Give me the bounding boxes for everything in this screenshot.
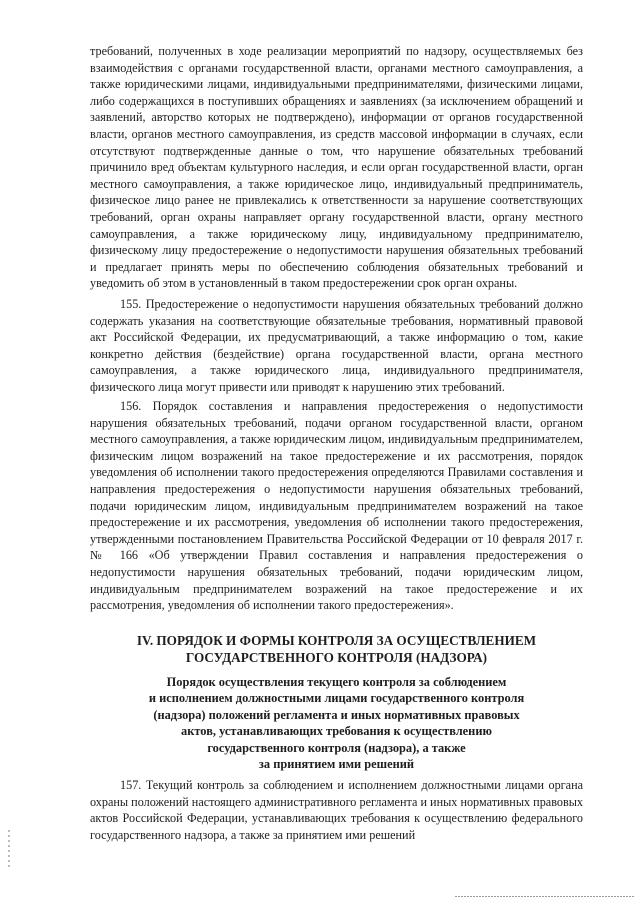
subheading-line: государственного контроля (надзора), а также — [207, 740, 466, 755]
paragraph-continuation: требований, полученных в ходе реализации мероприятий по надзору, осуществляемых без взаимодействия с органами государственной власти, органами местного самоуправления, а также юридическими лицами, индивидуальными предпринимателями, физическими лицами, либо содержащихся в поступивших обращениях и заявлениях (за исключением обращений и заявлений, авторство которых не подтверждено), информации от органов государственной власти, органов местного самоуправления, из средств массовой информации в случаях, если отсутствуют подтвержденные данные о том, что нарушение обязательных требований причинило вред объектам культурного наследия, и если орган государственной власти, орган местного самоуправления, а также юридическое лицо, индивидуальный предприниматель, физическое лицо ранее не привлекались к ответственности за нарушение соответствующих требований, орган охраны направляет органу государственной власти, органу местного самоуправления, а также юридическому лицу, индивидуальному предпринимателю, физическому лицу предостережение о недопустимости нарушения обязательных требований и предлагает принять меры по обеспечению соблюдения обязательных требований и уведомить об этом в установленный в таком предостережении срок орган охраны. — [90, 44, 583, 291]
subsection-heading — [90, 674, 583, 772]
subheading-line: (надзора) положений регламента и иных нормативных правовых — [153, 707, 520, 722]
section-heading-line: ГОСУДАРСТВЕННОГО КОНТРОЛЯ (НАДЗОРА) — [185, 650, 488, 665]
subheading-line: актов, устанавливающих требования к осуществлению — [181, 724, 492, 739]
subheading-line: за принятием ими решений — [258, 757, 415, 772]
section-heading — [90, 632, 583, 666]
paragraph-156: 156. Порядок составления и направления предостережения о недопустимости нарушения обязательных требований, подачи органом государственной власти, органом местного самоуправления, а также юридическим лицом, индивидуальным предпринимателем, физическим лицом возражений на такое предостережение и их рассмотрения, порядок уведомления об исполнении такого предостережения определяются Правилами составления и направления предостережения о недопустимости нарушения обязательных требований, подачи юридическим лицом, индивидуальным предпринимателем возражений на такое предостережение и их рассмотрения, уведомления об исполнении такого предостережения, утвержденными постановлением Правительства Российской Федерации от 10 февраля 2017 г. № 166 «Об утверждении Правил составления и направления предостережения о недопустимости нарушения обязательных требований, подачи юридическим лицом, индивидуальным предпринимателем возражений на такое предостережение и их рассмотрения, уведомления об исполнении такого предостережения». — [90, 399, 583, 613]
subheading-line: Порядок осуществления текущего контроля за соблюдением — [166, 675, 507, 689]
scan-margin-mark — [8, 830, 10, 870]
subheading-line: и исполнением должностными лицами государственного контроля — [148, 691, 525, 706]
paragraph-155: 155. Предостережение о недопустимости нарушения обязательных требований должно содержать указания на соответствующие обязательные требования, нормативный правовой акт Российской Федерации, их предусматривающий, а также информацию о том, какие конкретно действия (бездействие) органа государственной власти, органа местного самоуправления, а также юридического лица, индивидуального предпринимателя, физического лица могут привести или приводят к нарушению этих требований. — [90, 297, 583, 394]
scan-bottom-edge — [455, 896, 635, 897]
paragraph-157: 157. Текущий контроль за соблюдением и исполнением должностными лицами органа охраны положений настоящего административного регламента и иных нормативных правовых актов Российской Федерации, устанавливающих требования к осуществлению федерального государственного надзора, а также за принятием ими решений — [90, 778, 583, 842]
section-heading-line: IV. ПОРЯДОК И ФОРМЫ КОНТРОЛЯ ЗА ОСУЩЕСТВЛЕНИЕМ — [136, 633, 537, 648]
